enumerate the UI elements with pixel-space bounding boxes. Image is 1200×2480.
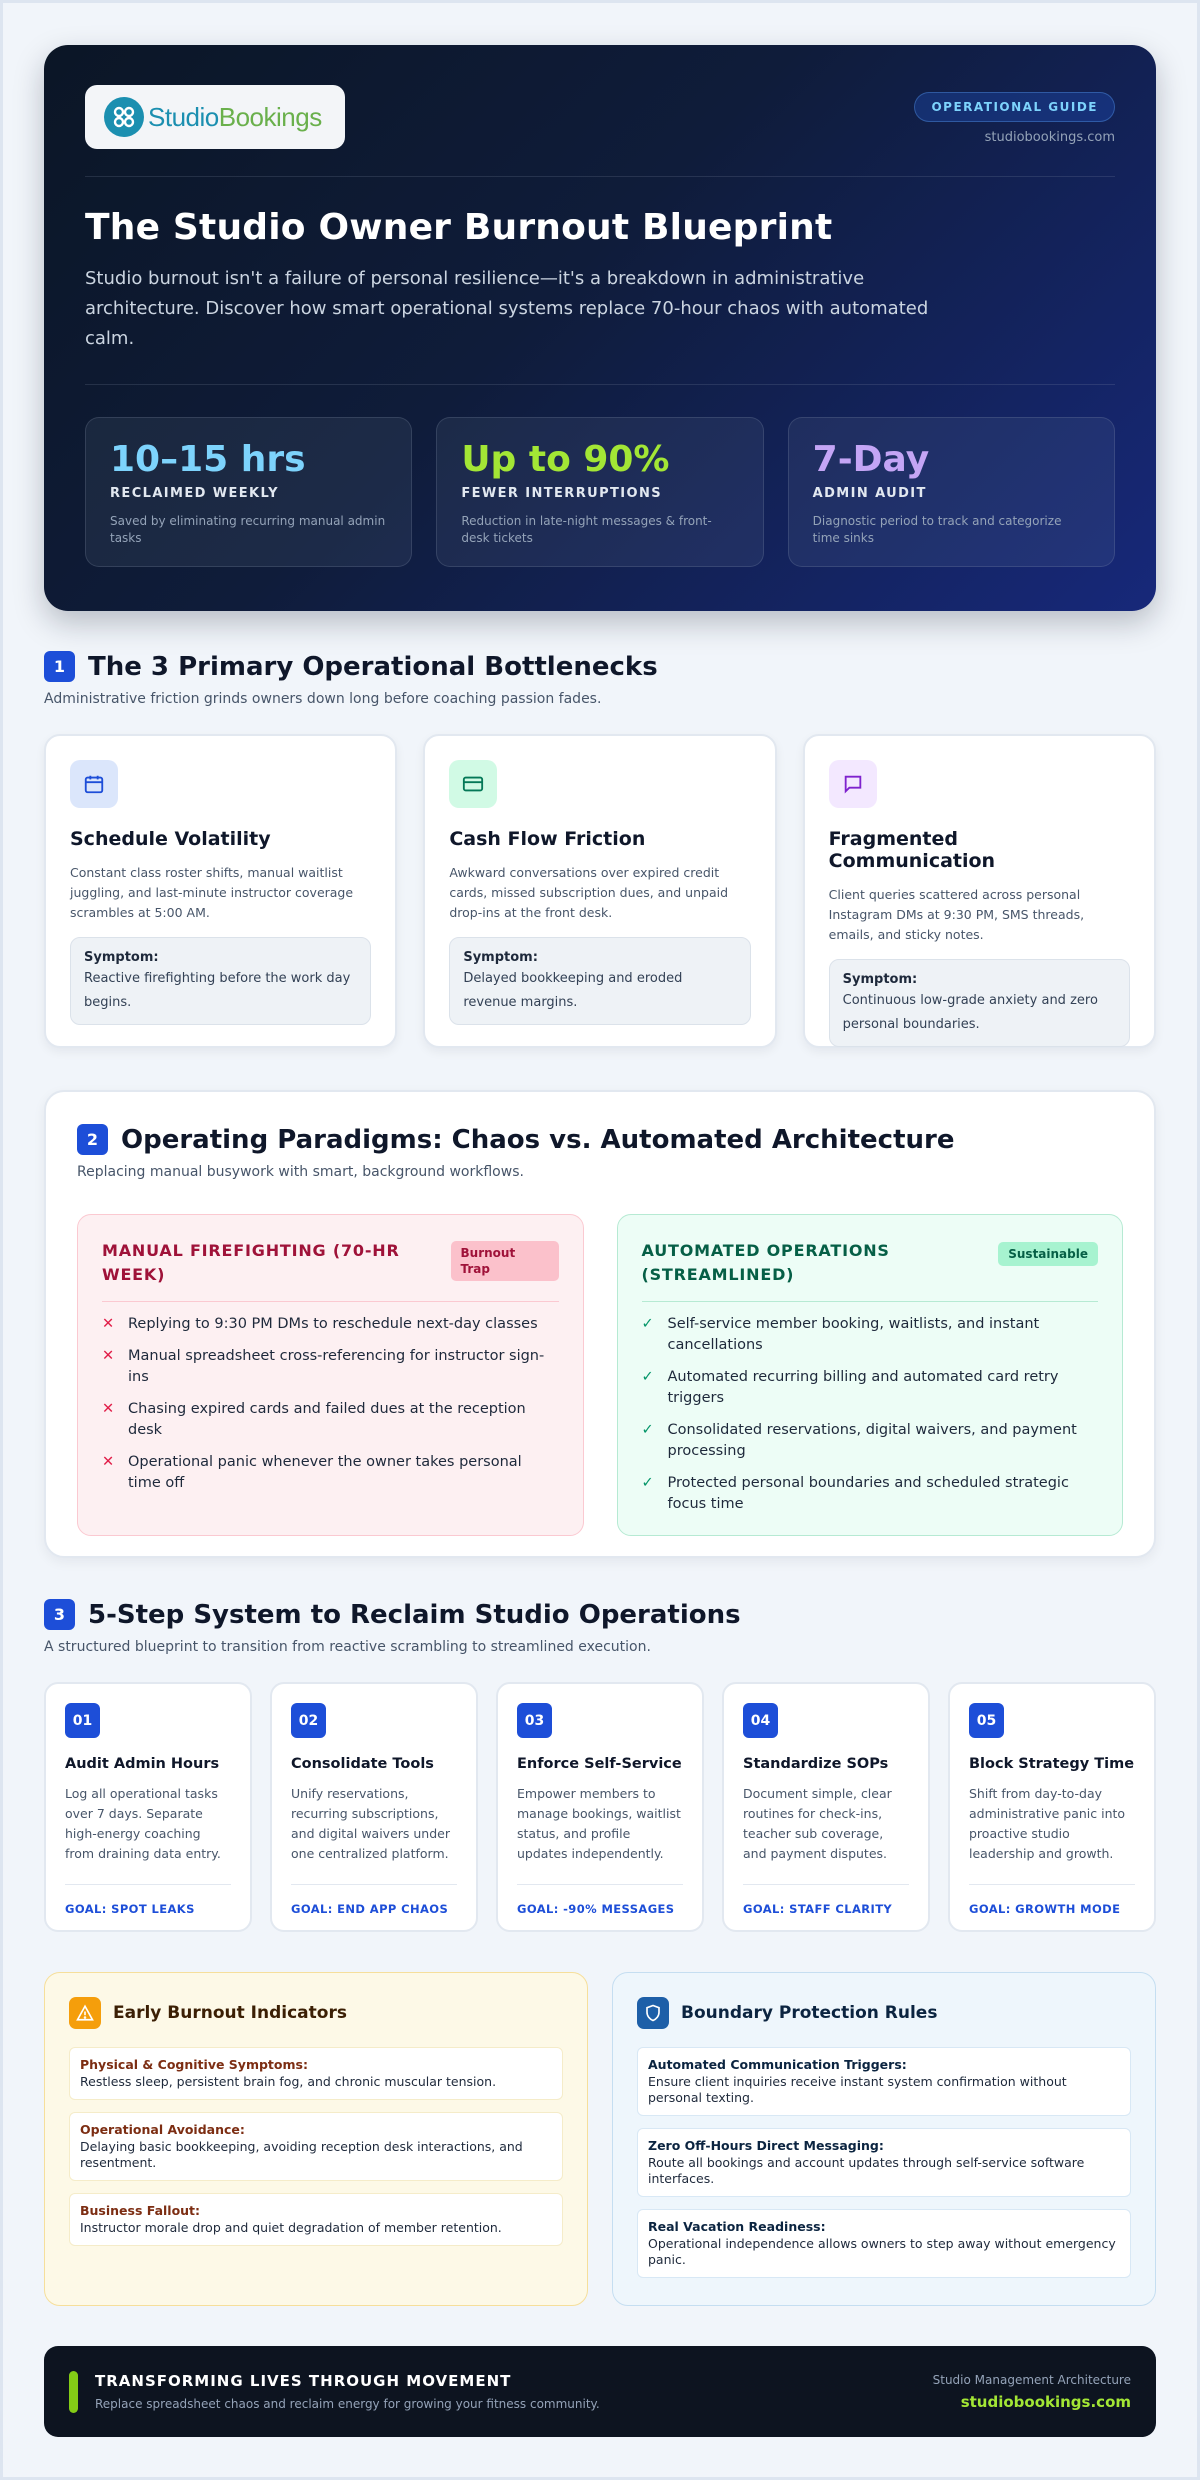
step-description: Empower members to manage bookings, waitlist status, and profile updates independently. — [517, 1786, 681, 1861]
symptom-text: Continuous low-grade anxiety and zero personal boundaries. — [842, 993, 1098, 1032]
symptom-box — [70, 937, 371, 1025]
stat-note: Saved by eliminating recurring manual admin tasks — [110, 514, 386, 545]
hero-domain[interactable]: studiobookings.com — [984, 130, 1115, 145]
section-title: Operating Paradigms: Chaos vs. Automated Architecture — [121, 1124, 955, 1155]
section-title: 5-Step System to Reclaim Studio Operations — [88, 1599, 741, 1630]
step-card — [44, 1682, 252, 1932]
footer-left — [69, 2371, 600, 2413]
list-item: ✓ Consolidated reservations, digital waivers, and payment processing — [642, 1420, 1099, 1462]
card-title: Cash Flow Friction — [449, 828, 646, 850]
item-text: Restless sleep, persistent brain fog, and chronic muscular tension. — [80, 2074, 497, 2089]
item-label: Operational Avoidance: — [80, 2122, 245, 2137]
check-icon: ✓ — [641, 1422, 654, 1438]
manual-panel — [77, 1214, 584, 1536]
bottleneck-cards — [44, 734, 1156, 1048]
list-item: ✕ Manual spreadsheet cross-referencing for instructor sign-ins — [102, 1346, 559, 1388]
stat-value: 7-Day — [812, 439, 930, 480]
step-number: 01 — [65, 1703, 100, 1738]
item-label: Zero Off-Hours Direct Messaging: — [648, 2138, 884, 2153]
shield-icon — [637, 1997, 669, 2029]
step-title: Consolidate Tools — [291, 1756, 434, 1772]
divider — [291, 1884, 457, 1885]
section-heading — [44, 1599, 1156, 1630]
panel-header — [642, 1239, 1099, 1301]
footer-title: TRANSFORMING LIVES THROUGH MOVEMENT — [95, 2372, 512, 2390]
stat-value: Up to 90% — [461, 439, 670, 480]
card-description: Constant class roster shifts, manual waitlist juggling, and last-minute instructor coverage scrambles at 5:00 AM. — [70, 865, 354, 920]
page — [3, 3, 1197, 2477]
check-icon: ✓ — [641, 1369, 654, 1385]
panel-title: Early Burnout Indicators — [113, 2003, 347, 2023]
section-number: 1 — [44, 651, 75, 682]
step-number: 05 — [969, 1703, 1004, 1738]
panel-header — [637, 1997, 1131, 2029]
boundary-rules-panel — [612, 1972, 1156, 2306]
list-item — [637, 2209, 1131, 2278]
indicator-list — [69, 2047, 563, 2246]
step-title: Audit Admin Hours — [65, 1756, 220, 1772]
check-icon: ✓ — [641, 1316, 654, 1332]
step-title: Enforce Self-Service — [517, 1756, 682, 1772]
symptom-box — [829, 959, 1130, 1047]
burnout-tag: Burnout Trap — [451, 1241, 559, 1281]
step-card — [948, 1682, 1156, 1932]
panel-title: AUTOMATED OPERATIONS (STREAMLINED) — [641, 1241, 890, 1284]
comparison — [77, 1214, 1123, 1536]
warning-icon — [69, 1997, 101, 2029]
hero-meta — [914, 85, 1115, 145]
footer-subtitle: Replace spreadsheet chaos and reclaim energy for growing your fitness community. — [95, 2397, 600, 2411]
step-title: Block Strategy Time — [969, 1756, 1135, 1772]
step-goal: GOAL: SPOT LEAKS — [65, 1902, 195, 1916]
automated-list — [642, 1314, 1099, 1515]
burnout-indicators-panel — [44, 1972, 588, 2306]
step-goal: GOAL: -90% MESSAGES — [517, 1902, 675, 1916]
card-title: Schedule Volatility — [70, 828, 271, 850]
list-item: ✕ Replying to 9:30 PM DMs to reschedule next-day classes — [102, 1314, 559, 1335]
item-label: Business Fallout: — [80, 2203, 201, 2218]
cross-icon: ✕ — [102, 1348, 115, 1364]
item-text: Route all bookings and account updates through self-service software interfaces. — [648, 2155, 1085, 2186]
divider — [969, 1884, 1135, 1885]
item-label: Automated Communication Triggers: — [648, 2057, 907, 2072]
stat-card — [788, 417, 1115, 567]
symptom-label: Symptom: — [84, 950, 159, 965]
section-subtitle: A structured blueprint to transition from reactive scrambling to streamlined execution. — [44, 1639, 651, 1655]
bottleneck-card — [803, 734, 1156, 1048]
logo-text: StudioBookings — [148, 101, 322, 132]
card-title: Fragmented Communication — [828, 828, 996, 872]
stat-label: FEWER INTERRUPTIONS — [461, 486, 663, 501]
symptom-text: Reactive firefighting before the work day begins. — [84, 971, 351, 1010]
footer-link[interactable]: studiobookings.com — [960, 2392, 1131, 2411]
bottleneck-card — [44, 734, 397, 1048]
list-item: ✕ Operational panic whenever the owner takes personal time off — [102, 1452, 559, 1494]
accent-bar — [69, 2371, 78, 2413]
list-item: ✕ Chasing expired cards and failed dues at the reception desk — [102, 1399, 559, 1441]
stat-card — [436, 417, 763, 567]
item-text: Instructor morale drop and quiet degradation of member retention. — [80, 2220, 502, 2235]
footer-caption: Studio Management Architecture — [932, 2372, 1131, 2387]
cross-icon: ✕ — [102, 1316, 115, 1332]
footer-right — [933, 2373, 1131, 2411]
automated-panel — [617, 1214, 1124, 1536]
step-description: Unify reservations, recurring subscriptions, and digital waivers under one centralized platform. — [291, 1786, 450, 1861]
list-item — [69, 2047, 563, 2100]
stat-note: Reduction in late-night messages & front-desk tickets — [461, 514, 712, 545]
step-description: Log all operational tasks over 7 days. Separate high-energy coaching from draining data entry. — [65, 1786, 221, 1861]
hero-description: Studio burnout isn't a failure of personal resilience—it's a breakdown in administrative architecture. Discover how smart operational systems replace 70-hour chaos with automated calm. — [85, 268, 929, 349]
card-description: Client queries scattered across personal Instagram DMs at 9:30 PM, SMS threads, emails, and sticky notes. — [828, 887, 1085, 942]
stat-note: Diagnostic period to track and categorize time sinks — [812, 514, 1062, 545]
step-card — [722, 1682, 930, 1932]
stat-label: ADMIN AUDIT — [812, 486, 927, 501]
list-item: ✓ Protected personal boundaries and scheduled strategic focus time — [642, 1473, 1099, 1515]
list-item — [637, 2047, 1131, 2116]
bottlenecks-section — [44, 651, 1156, 1048]
list-item — [69, 2193, 563, 2246]
item-label: Real Vacation Readiness: — [648, 2219, 826, 2234]
boundary-list — [637, 2047, 1131, 2278]
chat-icon — [829, 760, 877, 808]
page-title: The Studio Owner Burnout Blueprint — [85, 207, 833, 248]
step-number: 03 — [517, 1703, 552, 1738]
step-cards — [44, 1682, 1156, 1932]
section-subtitle: Replacing manual busywork with smart, background workflows. — [77, 1164, 524, 1180]
section-number: 3 — [44, 1599, 75, 1630]
sustainable-tag: Sustainable — [998, 1242, 1098, 1266]
indicators-boundaries — [44, 1972, 1156, 2306]
card-description: Awkward conversations over expired credit cards, missed subscription dues, and unpaid drop-ins at the front desk. — [449, 865, 729, 920]
steps-section — [44, 1599, 1156, 1932]
panel-header — [69, 1997, 563, 2029]
symptom-text: Delayed bookkeeping and eroded revenue margins. — [463, 971, 683, 1010]
credit-card-icon — [449, 760, 497, 808]
list-item — [637, 2128, 1131, 2197]
manual-list — [102, 1314, 559, 1494]
stat-value: 10–15 hrs — [110, 439, 306, 480]
step-card — [496, 1682, 704, 1932]
divider — [743, 1884, 909, 1885]
stat-label: RECLAIMED WEEKLY — [110, 486, 279, 501]
symptom-box — [449, 937, 750, 1025]
section-heading — [44, 651, 1156, 682]
symptom-label: Symptom: — [463, 950, 538, 965]
bottleneck-card — [423, 734, 776, 1048]
hero-divider — [85, 384, 1115, 385]
calendar-icon — [70, 760, 118, 808]
check-icon: ✓ — [641, 1475, 654, 1491]
list-item — [69, 2112, 563, 2181]
section-number: 2 — [77, 1124, 108, 1155]
step-card — [270, 1682, 478, 1932]
stats-row — [85, 417, 1115, 567]
list-item: ✓ Self-service member booking, waitlists, and instant cancellations — [642, 1314, 1099, 1356]
divider — [642, 1301, 1099, 1302]
divider — [65, 1884, 231, 1885]
step-goal: GOAL: END APP CHAOS — [291, 1902, 449, 1916]
logo[interactable] — [85, 85, 345, 149]
guide-badge: OPERATIONAL GUIDE — [914, 92, 1115, 122]
step-goal: GOAL: GROWTH MODE — [969, 1902, 1121, 1916]
section-heading — [77, 1124, 1123, 1155]
panel-title: MANUAL FIREFIGHTING (70-HR WEEK) — [102, 1241, 400, 1284]
step-number: 04 — [743, 1703, 778, 1738]
divider — [102, 1301, 559, 1302]
section-title: The 3 Primary Operational Bottlenecks — [88, 651, 658, 682]
hero-banner — [44, 45, 1156, 611]
cross-icon: ✕ — [102, 1401, 115, 1417]
symptom-label: Symptom: — [842, 972, 918, 987]
hero-header — [85, 85, 1115, 177]
step-goal: GOAL: STAFF CLARITY — [743, 1902, 893, 1916]
paradigms-section — [44, 1090, 1156, 1558]
step-description: Shift from day-to-day administrative panic into proactive studio leadership and growth. — [969, 1786, 1126, 1861]
cross-icon: ✕ — [102, 1454, 115, 1470]
item-text: Operational independence allows owners to step away without emergency panic. — [648, 2236, 1116, 2267]
step-description: Document simple, clear routines for check-ins, teacher sub coverage, and payment disputes. — [743, 1786, 892, 1861]
item-text: Ensure client inquiries receive instant system confirmation without personal texting. — [648, 2074, 1067, 2105]
panel-title: Boundary Protection Rules — [681, 2003, 938, 2023]
panel-header — [102, 1239, 559, 1301]
stat-card — [85, 417, 412, 567]
item-label: Physical & Cognitive Symptoms: — [80, 2057, 308, 2072]
divider — [517, 1884, 683, 1885]
logo-mark-icon — [104, 97, 144, 137]
step-number: 02 — [291, 1703, 326, 1738]
section-subtitle: Administrative friction grinds owners down long before coaching passion fades. — [44, 691, 602, 707]
list-item: ✓ Automated recurring billing and automated card retry triggers — [642, 1367, 1099, 1409]
step-title: Standardize SOPs — [743, 1756, 889, 1772]
footer — [44, 2346, 1156, 2437]
item-text: Delaying basic bookkeeping, avoiding reception desk interactions, and resentment. — [80, 2139, 523, 2170]
